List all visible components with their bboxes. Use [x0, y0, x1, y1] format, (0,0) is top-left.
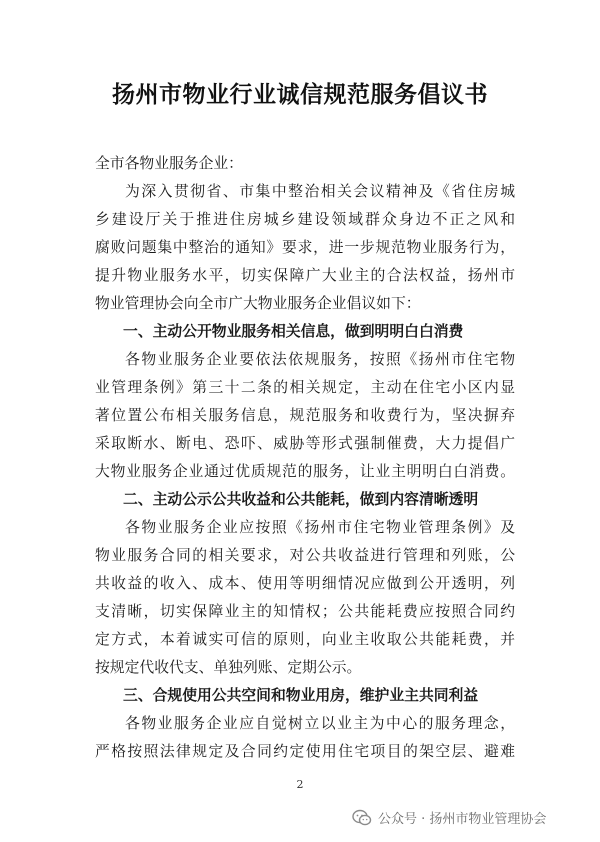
text-line: 业管理条例》第三十二条的相关规定，主动在住宅小区内显	[95, 379, 515, 396]
watermark	[352, 808, 546, 827]
text-line: 采取断水、断电、恐吓、威胁等形式强制催费，大力提倡广	[95, 435, 515, 452]
section-3	[95, 682, 515, 766]
intro-paragraph	[95, 178, 515, 318]
text-line: 物业管理协会向全市广大物业服务企业倡议如下：	[95, 295, 421, 312]
text-line: 支清晰，切实保障业主的知情权；公共能耗费应按照合同约	[95, 603, 515, 620]
text-line: 共收益的收入、成本、使用等明细情况应做到公开透明，列	[95, 575, 515, 592]
section-heading: 三、合规使用公共空间和物业用房，维护业主共同利益	[123, 687, 479, 704]
salutation: 全市各物业服务企业：	[95, 155, 243, 172]
text-line: 按规定代收代支、单独列账、定期公示。	[95, 659, 362, 676]
text-line: 著位置公布相关服务信息，规范服务和收费行为，坚决摒弃	[95, 407, 515, 424]
watermark-text: 公众号 · 扬州市物业管理协会	[378, 812, 547, 827]
text-line: 各物业服务企业应按照《扬州市住宅物业管理条例》及	[125, 519, 515, 536]
section-2	[95, 486, 515, 682]
document-title: 扬州市物业行业诚信规范服务倡议书	[112, 82, 488, 108]
page-number: 2	[296, 778, 304, 791]
text-line: 物业服务合同的相关要求，对公共收益进行管理和列账，公	[95, 547, 515, 564]
section-heading: 二、主动公示公共收益和公共能耗，做到内容清晰透明	[123, 491, 479, 508]
text-line: 定方式，本着诚实可信的原则，向业主收取公共能耗费，并	[95, 631, 515, 648]
section-heading: 一、主动公开物业服务相关信息，做到明明白白消费	[123, 323, 464, 340]
text-line: 腐败问题集中整治的通知》要求，进一步规范物业服务行为，	[95, 239, 515, 256]
text-line: 提升物业服务水平，切实保障广大业主的合法权益，扬州市	[95, 267, 515, 284]
text-line: 各物业服务企业应自觉树立以业主为中心的服务理念，	[125, 715, 515, 732]
wechat-icon	[352, 809, 372, 827]
text-line: 各物业服务企业要依法依规服务，按照《扬州市住宅物	[125, 351, 515, 368]
section-1	[95, 318, 515, 486]
text-line: 大物业服务企业通过优质规范的服务，让业主明明白白消费。	[95, 463, 515, 480]
document-body	[95, 150, 515, 766]
text-line: 乡建设厅关于推进住房城乡建设领域群众身边不正之风和	[95, 211, 515, 228]
text-line: 严格按照法律规定及合同约定使用住宅项目的架空层、避难	[95, 743, 515, 760]
text-line: 为深入贯彻省、市集中整治相关会议精神及《省住房城	[125, 183, 515, 200]
